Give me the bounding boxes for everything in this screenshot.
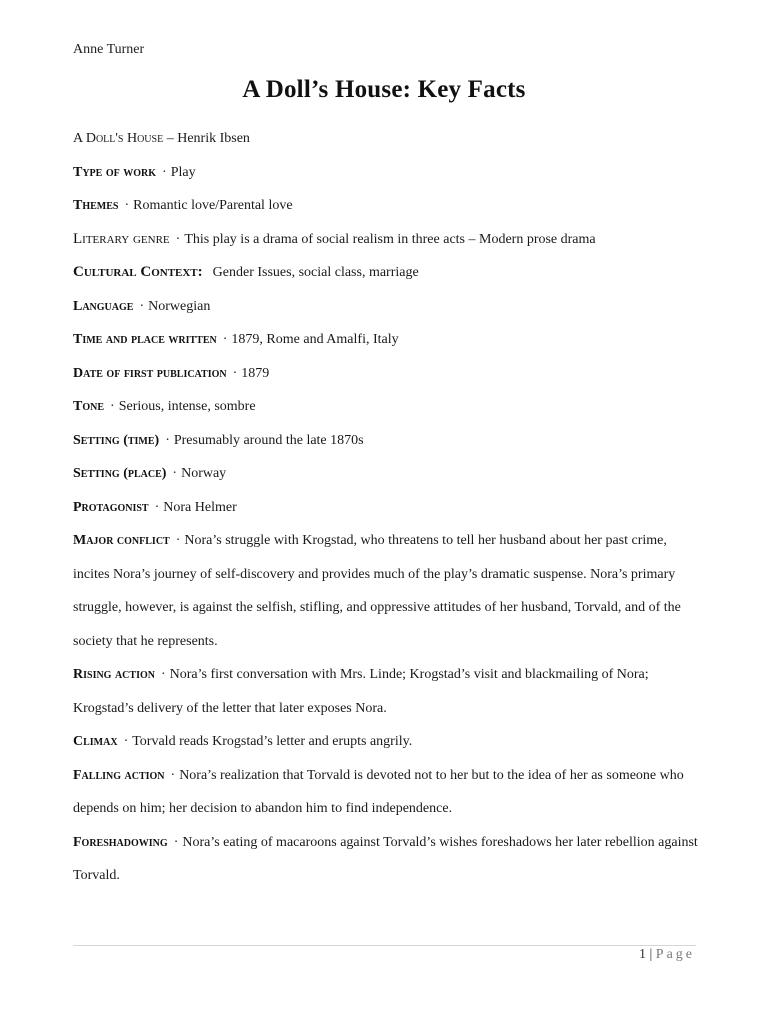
fact-label: Cultural Context: (73, 264, 203, 280)
fact-label: Falling action (73, 767, 165, 783)
fact-value: Nora’s realization that Torvald is devoted not to her but to the idea of her as someone who depends on him; her decision to abandon him to find independence. (73, 767, 684, 816)
fact-label: Protagonist (73, 499, 149, 515)
page-footer (639, 947, 695, 963)
fact-value: This play is a drama of social realism in three acts – Modern prose drama (184, 231, 596, 247)
fact-row-foreshadowing (73, 826, 698, 893)
fact-row-type-of-work (73, 156, 698, 190)
fact-row-literary-genre (73, 223, 698, 257)
fact-row-falling-action (73, 759, 698, 826)
fact-label: Date of first publication (73, 365, 227, 381)
fact-row-date-of-first-publication (73, 357, 698, 391)
fact-value: Nora’s first conversation with Mrs. Linde; Krogstad’s visit and blackmailing of Nora; Krogstad’s delivery of the letter that later exposes Nora. (73, 667, 649, 716)
fact-value: Nora’s eating of macaroons against Torvald’s wishes foreshadows her later rebellion against Torvald. (73, 834, 698, 883)
fact-value: Presumably around the late 1870s (173, 432, 364, 448)
fact-label: Themes (73, 198, 119, 213)
fact-value: Norway (181, 466, 227, 481)
fact-row-themes (73, 189, 698, 223)
fact-separator: · (123, 734, 129, 749)
fact-separator: · (110, 399, 115, 414)
fact-separator: · (232, 365, 238, 381)
fact-separator: · (160, 667, 166, 682)
fact-row-protagonist (73, 491, 698, 525)
work-author: Henrik Ibsen (177, 131, 250, 146)
fact-label: Setting (place) (73, 466, 167, 481)
fact-label: Tone (73, 399, 105, 414)
fact-separator: · (124, 198, 130, 213)
fact-row-setting-time (73, 424, 698, 458)
fact-value: 1879, Rome and Amalfi, Italy (231, 332, 399, 347)
fact-row-climax (73, 725, 698, 759)
fact-separator: · (139, 298, 145, 314)
work-heading-row (73, 122, 698, 156)
fact-separator: · (165, 432, 170, 448)
footer-divider (73, 945, 696, 946)
fact-label: Major conflict (73, 533, 170, 548)
author-name: Anne Turner (73, 42, 145, 57)
fact-label: Rising action (73, 667, 155, 682)
fact-value: Romantic love/Parental love (133, 198, 293, 213)
fact-row-time-and-place-written (73, 323, 698, 357)
fact-value: Nora Helmer (163, 499, 237, 515)
page-number: 1 (638, 947, 646, 962)
work-dash: – (166, 131, 174, 146)
fact-row-tone (73, 390, 698, 424)
fact-label: Climax (73, 734, 118, 749)
fact-separator: · (175, 231, 181, 247)
fact-row-setting-place (73, 457, 698, 491)
fact-row-major-conflict (73, 524, 698, 658)
key-facts-list (73, 122, 698, 893)
fact-value: Torvald reads Krogstad’s letter and erupts angrily. (132, 734, 413, 749)
fact-separator (203, 265, 213, 280)
fact-separator: · (154, 499, 160, 515)
fact-separator: · (222, 332, 228, 347)
fact-value: Norwegian (148, 298, 211, 314)
fact-value: Play (170, 164, 196, 180)
page-divider: | (649, 947, 653, 962)
fact-label: Type of work (73, 164, 157, 180)
fact-row-language (73, 290, 698, 324)
fact-value: Gender Issues, social class, marriage (212, 265, 419, 280)
fact-value: Serious, intense, sombre (118, 399, 256, 414)
fact-separator: · (175, 533, 181, 548)
fact-separator: · (170, 767, 176, 783)
fact-label: Setting (time) (73, 432, 160, 448)
fact-value: 1879 (241, 365, 270, 381)
fact-value: Nora’s struggle with Krogstad, who threatens to tell her husband about her past crime, incites Nora’s journey of self-discovery and provides much of the play’s dramatic suspense. Nora’s primary struggle, however, is against the selfish, stifling, and oppressive attitudes of her husband, Torvald, and of the society that he represents. (73, 533, 681, 649)
work-title: A Doll's House (73, 131, 164, 146)
page-word: Page (655, 947, 695, 962)
fact-label: Language (73, 298, 134, 314)
fact-label: Literary genre (73, 230, 170, 247)
fact-row-rising-action (73, 658, 698, 725)
fact-row-cultural-context (73, 256, 698, 290)
fact-separator: · (172, 466, 178, 481)
fact-label: Foreshadowing (73, 834, 168, 850)
fact-label: Time and place written (73, 332, 217, 347)
document-title: A Doll’s House: Key Facts (242, 76, 526, 103)
fact-separator: · (173, 834, 179, 850)
fact-separator: · (162, 164, 167, 180)
